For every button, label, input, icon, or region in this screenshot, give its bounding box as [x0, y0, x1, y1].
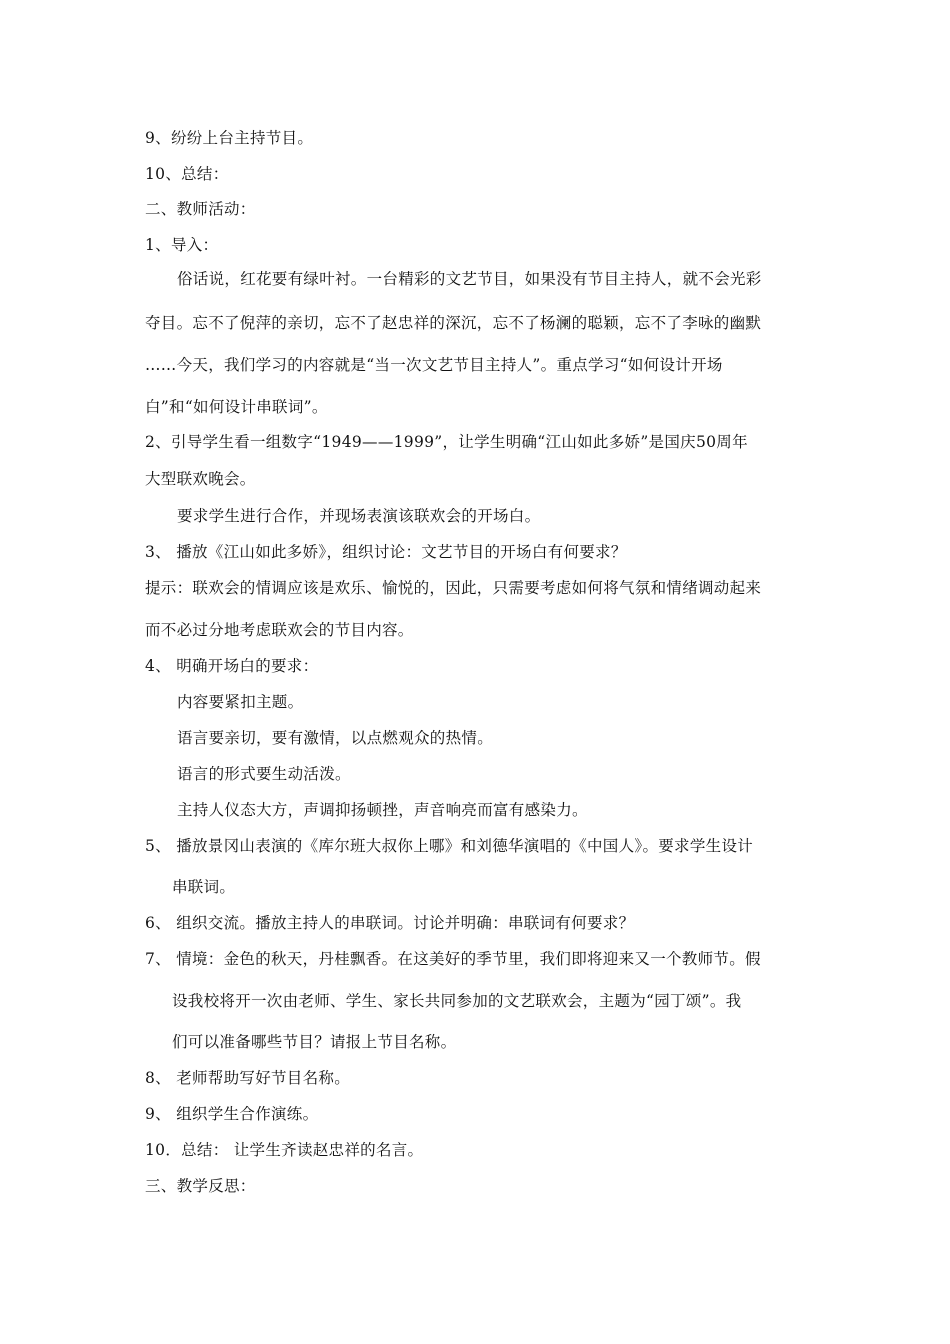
text-line: 俗话说，红花要有绿叶衬。一台精彩的文艺节目，如果没有节目主持人，就不会光彩 — [177, 270, 762, 288]
text-line: 设我校将开一次由老师、学生、家长共同参加的文艺联欢会，主题为“园丁颂”。我 — [172, 992, 742, 1010]
text-line: 三、教学反思： — [145, 1177, 256, 1195]
text-line: 而不必过分地考虑联欢会的节目内容。 — [145, 621, 414, 639]
text-line: 10、总结： — [145, 165, 229, 183]
text-line: 夺目。忘不了倪萍的亲切，忘不了赵忠祥的深沉，忘不了杨澜的聪颖，忘不了李咏的幽默 — [145, 314, 762, 332]
text-line: 们可以准备哪些节目？请报上节目名称。 — [172, 1033, 457, 1051]
text-line: 白”和“如何设计串联词”。 — [145, 398, 328, 416]
text-line: 提示：联欢会的情调应该是欢乐、愉悦的，因此，只需要考虑如何将气氛和情绪调动起来 — [145, 579, 762, 597]
text-line: 8、 老师帮助写好节目名称。 — [145, 1069, 350, 1087]
text-line: 要求学生进行合作，并现场表演该联欢会的开场白。 — [177, 507, 541, 525]
text-line: 5、 播放景冈山表演的《库尔班大叔你上哪》和刘德华演唱的《中国人》。要求学生设计 — [145, 837, 754, 855]
text-line: ……今天，我们学习的内容就是“当一次文艺节目主持人”。重点学习“如何设计开场 — [145, 356, 723, 374]
text-line: 9、纷纷上台主持节目。 — [145, 129, 314, 147]
text-line: 7、 情境：金色的秋天，丹桂飘香。在这美好的季节里，我们即将迎来又一个教师节。假 — [145, 950, 761, 968]
text-line: 4、 明确开场白的要求： — [145, 657, 319, 675]
text-line: 语言要亲切，要有激情，以点燃观众的热情。 — [177, 729, 494, 747]
text-line: 内容要紧扣主题。 — [177, 693, 304, 711]
text-line: 二、教师活动： — [145, 200, 256, 218]
text-line: 2、引导学生看一组数字“1949——1999”，让学生明确“江山如此多娇”是国庆50周年 — [145, 433, 748, 451]
text-line: 串联词。 — [172, 878, 236, 896]
text-line: 6、 组织交流。播放主持人的串联词。讨论并明确：串联词有何要求？ — [145, 914, 635, 932]
text-line: 语言的形式要生动活泼。 — [177, 765, 351, 783]
text-line: 主持人仪态大方，声调抑扬顿挫，声音响亮而富有感染力。 — [177, 801, 588, 819]
text-line: 3、 播放《江山如此多娇》，组织讨论：文艺节目的开场白有何要求？ — [145, 543, 627, 561]
text-line: 10．总结： 让学生齐读赵忠祥的名言。 — [145, 1141, 424, 1159]
text-line: 大型联欢晚会。 — [145, 470, 256, 488]
text-line: 9、 组织学生合作演练。 — [145, 1105, 319, 1123]
text-line: 1、导入： — [145, 236, 219, 254]
